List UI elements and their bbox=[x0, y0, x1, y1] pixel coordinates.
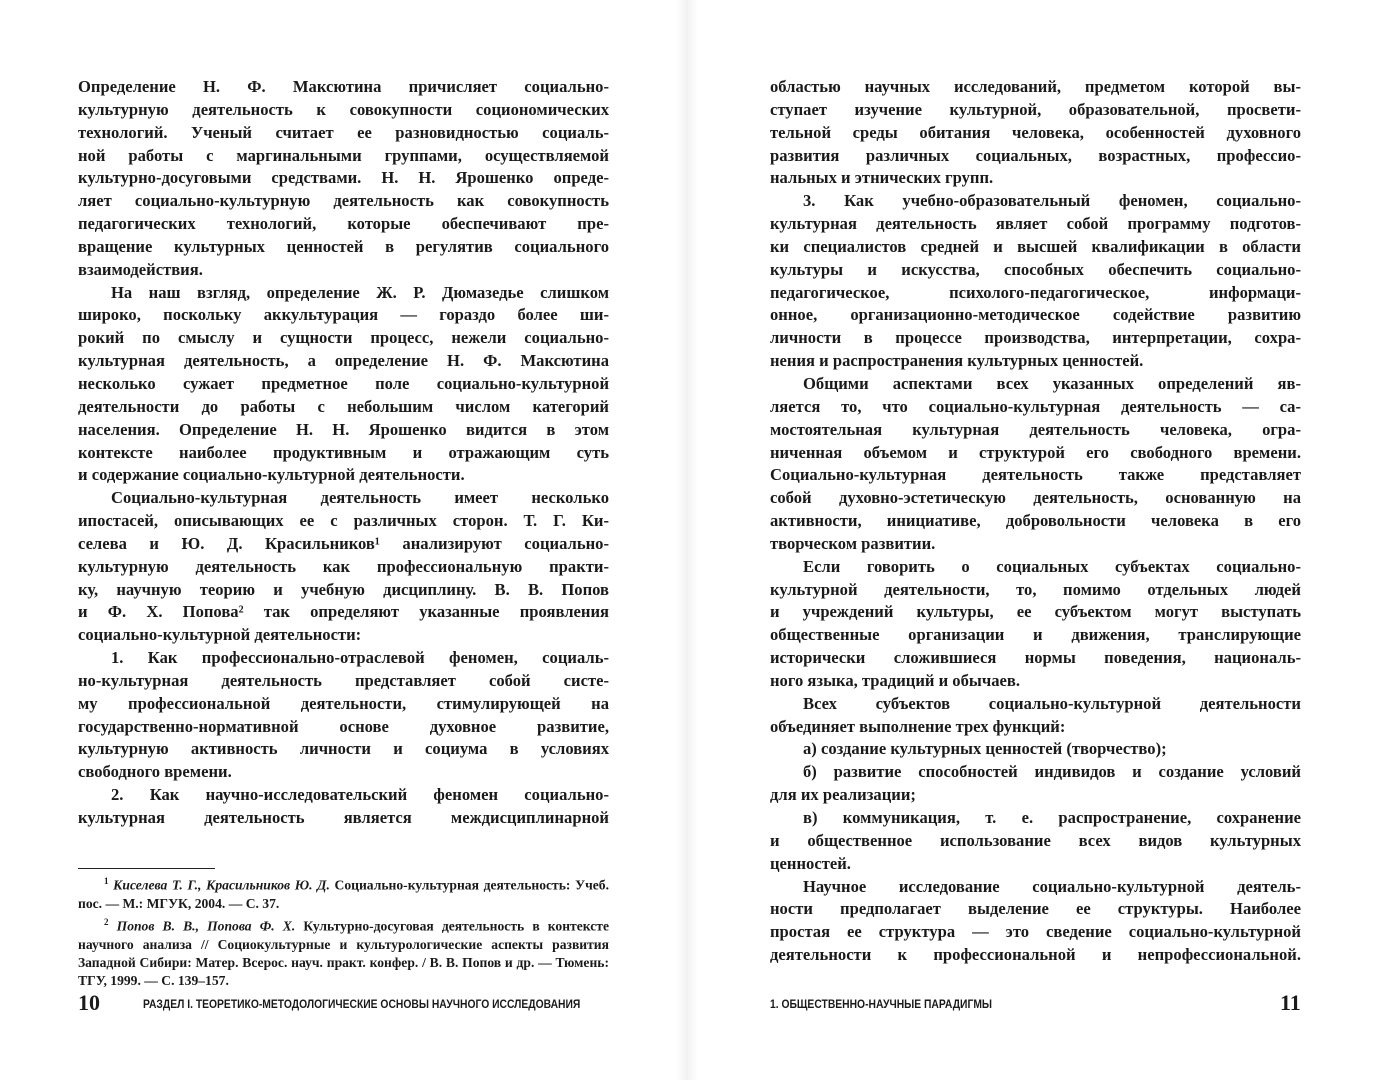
text-line: контексте наиболее продуктивным и отражающим суть bbox=[78, 442, 609, 462]
text-line: 2. Как научно-исследовательский феномен социально- bbox=[111, 785, 609, 805]
left-page-body bbox=[78, 76, 609, 830]
text-line: онное, организационно-методическое содействие развитию bbox=[770, 305, 1301, 325]
text-line: Социально-культурная деятельность также представляет bbox=[770, 465, 1301, 485]
text-line: нения и распространения культурных ценностей. bbox=[770, 351, 1144, 371]
left-running-head: РАЗДЕЛ I. ТЕОРЕТИКО-МЕТОДОЛОГИЧЕСКИЕ ОСНОВЫ НАУЧНОГО ИССЛЕДОВАНИЯ bbox=[143, 997, 581, 1011]
paragraph bbox=[770, 190, 1301, 373]
paragraph bbox=[770, 807, 1301, 876]
text-line: творческом развитии. bbox=[770, 533, 936, 553]
paragraph bbox=[770, 693, 1301, 739]
text-line: ступает изучение культурной, образовательной, просвети- bbox=[770, 99, 1301, 119]
footnote-rule bbox=[78, 868, 215, 869]
text-line: рокий по смыслу и сущности процесс, нежели социально- bbox=[78, 328, 609, 348]
text-line: несколько сужает предметное поле социально-культурной bbox=[78, 373, 609, 393]
text-line: б) развитие способностей индивидов и создание условий bbox=[803, 762, 1301, 782]
text-line: объединяет выполнение трех функций: bbox=[770, 716, 1066, 736]
text-line: Определение Н. Ф. Максютина причисляет социально- bbox=[78, 77, 609, 96]
paragraph bbox=[78, 784, 609, 830]
text-line: ляется то, что социально-культурная деятельность — са- bbox=[770, 396, 1301, 416]
text-line: Всех субъектов социально-культурной деятельности bbox=[803, 693, 1301, 713]
text-line: развития различных социальных, возрастных, профессио- bbox=[770, 145, 1301, 165]
paragraph bbox=[78, 76, 609, 282]
text-line: культурная деятельность, а определение Н. Ф. Максютина bbox=[78, 351, 609, 371]
text-line: и содержание социально-культурной деятельности. bbox=[78, 465, 465, 485]
text-line: ипостасей, описывающих ее с различных сторон. Т. Г. Ки- bbox=[78, 511, 609, 531]
text-line: исторически сложившиеся нормы поведения, националь- bbox=[770, 648, 1301, 668]
text-line: Общими аспектами всех указанных определений яв- bbox=[803, 373, 1301, 393]
text-line: населения. Определение Н. Н. Ярошенко видится в этом bbox=[78, 419, 609, 439]
text-line: культурная деятельность является междисциплинарной bbox=[78, 808, 609, 827]
text-line: ку, научную теорию и учебную дисциплину. В. В. Попов bbox=[78, 579, 609, 599]
paragraph bbox=[78, 647, 609, 784]
book-gutter bbox=[676, 0, 698, 1080]
footnote-text: Социально-культурная деятельность: Учеб. пос. — М.: МГУК, 2004. — С. 37. bbox=[78, 877, 609, 911]
text-line: личности в процессе производства, интерпретации, сохра- bbox=[770, 328, 1301, 348]
text-line: социально-культурной деятельности: bbox=[78, 625, 362, 645]
text-line: технологий. Ученый считает ее разновидностью социаль- bbox=[78, 122, 609, 142]
text-line: педагогическое, психолого-педагогическое, информаци- bbox=[770, 282, 1301, 302]
text-line: Если говорить о социальных субъектах социально- bbox=[803, 556, 1301, 576]
text-line: ной работы с маргинальными группами, осуществляемой bbox=[78, 145, 609, 165]
right-running-head: 1. ОБЩЕСТВЕННО-НАУЧНЫЕ ПАРАДИГМЫ bbox=[770, 997, 993, 1011]
text-line: культурную активность личности и социума в условиях bbox=[78, 739, 609, 759]
text-line: тельной среды обитания человека, особенностей духовного bbox=[770, 122, 1301, 142]
text-line: педагогических технологий, которые обеспечивают пре- bbox=[78, 214, 609, 234]
text-line: собой духовно-эстетическую деятельность, основанную на bbox=[770, 488, 1301, 508]
text-line: 3. Как учебно-образовательный феномен, социально- bbox=[803, 191, 1301, 211]
text-line: 1. Как профессионально-отраслевой феномен, социаль- bbox=[111, 648, 609, 668]
text-line: ного языка, традиций и обычаев. bbox=[770, 670, 1020, 690]
paragraph bbox=[770, 373, 1301, 556]
text-line: культурно-досуговыми средствами. Н. Н. Ярошенко опреде- bbox=[78, 168, 609, 188]
text-line: На наш взгляд, определение Ж. Р. Дюмазедье слишком bbox=[111, 282, 609, 302]
footnote-marker: 2 bbox=[104, 916, 109, 927]
text-line: селева и Ю. Д. Красильников¹ анализируют социально- bbox=[78, 533, 609, 553]
paragraph bbox=[770, 876, 1301, 967]
text-line: культуры и искусства, способных обеспечить социально- bbox=[770, 259, 1301, 279]
text-line: Научное исследование социально-культурной деятель- bbox=[803, 876, 1301, 896]
text-line: ценностей. bbox=[770, 853, 851, 873]
text-line: областью научных исследований, предметом которой вы- bbox=[770, 77, 1301, 96]
text-line: и общественное использование всех видов культурных bbox=[770, 830, 1301, 850]
text-line: деятельности к профессиональной и непрофессиональной. bbox=[770, 945, 1301, 965]
text-line: ности предполагает выделение ее структуры. Наиболее bbox=[770, 899, 1301, 919]
paragraph bbox=[770, 761, 1301, 807]
text-line: широко, поскольку аккультурация — гораздо более ши- bbox=[78, 305, 609, 325]
text-line: но-культурная деятельность представляет собой систе- bbox=[78, 670, 609, 690]
right-page-body bbox=[770, 76, 1301, 967]
footnote-authors: Киселева Т. Г., Красильников Ю. Д. bbox=[113, 877, 330, 893]
text-line: ляет социально-культурную деятельность как совокупность bbox=[78, 191, 609, 211]
text-line: государственно-нормативной основе духовное развитие, bbox=[78, 716, 609, 736]
text-line: вращение культурных ценностей в регулятив социального bbox=[78, 236, 609, 256]
text-line: а) создание культурных ценностей (творчество); bbox=[803, 739, 1167, 759]
text-line: для их реализации; bbox=[770, 785, 916, 805]
text-line: ниченная объемом и структурой его свободного времени. bbox=[770, 442, 1301, 462]
text-line: и Ф. Х. Попова² так определяют указанные проявления bbox=[78, 602, 609, 622]
paragraph bbox=[78, 282, 609, 488]
text-line: свободного времени. bbox=[78, 762, 232, 782]
text-line: культурную деятельность как профессиональную практи- bbox=[78, 556, 609, 576]
text-line: ки специалистов средней и высшей квалификации в области bbox=[770, 236, 1301, 256]
paragraph bbox=[770, 738, 1301, 761]
text-line: простая ее структура — это сведение социально-культурной bbox=[770, 922, 1301, 942]
text-line: нальных и этнических групп. bbox=[770, 168, 994, 188]
footnote-text: Культурно-досуговая деятельность в контексте научного анализа // Социокультурные и культурологические аспекты развития Западной Сибири: Матер. Всерос. науч. практ. конфер. / В. В. Попов и др. — Тюмень: ТГУ, 1999. — С. 139–157. bbox=[78, 918, 609, 989]
text-line: активности, инициативе, добровольности человека в его bbox=[770, 511, 1301, 531]
text-line: деятельности до работы с небольшим числом категорий bbox=[78, 396, 609, 416]
paragraph bbox=[78, 487, 609, 647]
footnote-1 bbox=[78, 872, 609, 913]
text-line: взаимодействия. bbox=[78, 259, 203, 279]
text-line: общественные организации и движения, транслирующие bbox=[770, 625, 1301, 645]
paragraph bbox=[770, 556, 1301, 693]
text-line: культурной деятельности, то, помимо отдельных людей bbox=[770, 579, 1301, 599]
footnote-2 bbox=[78, 913, 609, 990]
text-line: культурную деятельность к совокупности социономических bbox=[78, 99, 609, 119]
text-line: и учреждений культуры, ее субъектом могут выступать bbox=[770, 602, 1301, 622]
text-line: Социально-культурная деятельность имеет несколько bbox=[111, 488, 609, 508]
text-line: мостоятельная культурная деятельность человека, огра- bbox=[770, 419, 1301, 439]
footnote-marker: 1 bbox=[104, 876, 109, 886]
text-line: культурная деятельность являет собой программу подготов- bbox=[770, 214, 1301, 234]
text-line: в) коммуникация, т. е. распространение, сохранение bbox=[803, 808, 1301, 827]
text-line: му профессиональной деятельности, стимулирующей на bbox=[78, 693, 609, 713]
footnotes bbox=[78, 872, 609, 990]
left-page-number: 10 bbox=[78, 990, 100, 1015]
right-page-number: 11 bbox=[1280, 990, 1301, 1015]
paragraph bbox=[770, 76, 1301, 190]
footnote-authors: Попов В. В., Попова Ф. Х. bbox=[116, 918, 296, 934]
